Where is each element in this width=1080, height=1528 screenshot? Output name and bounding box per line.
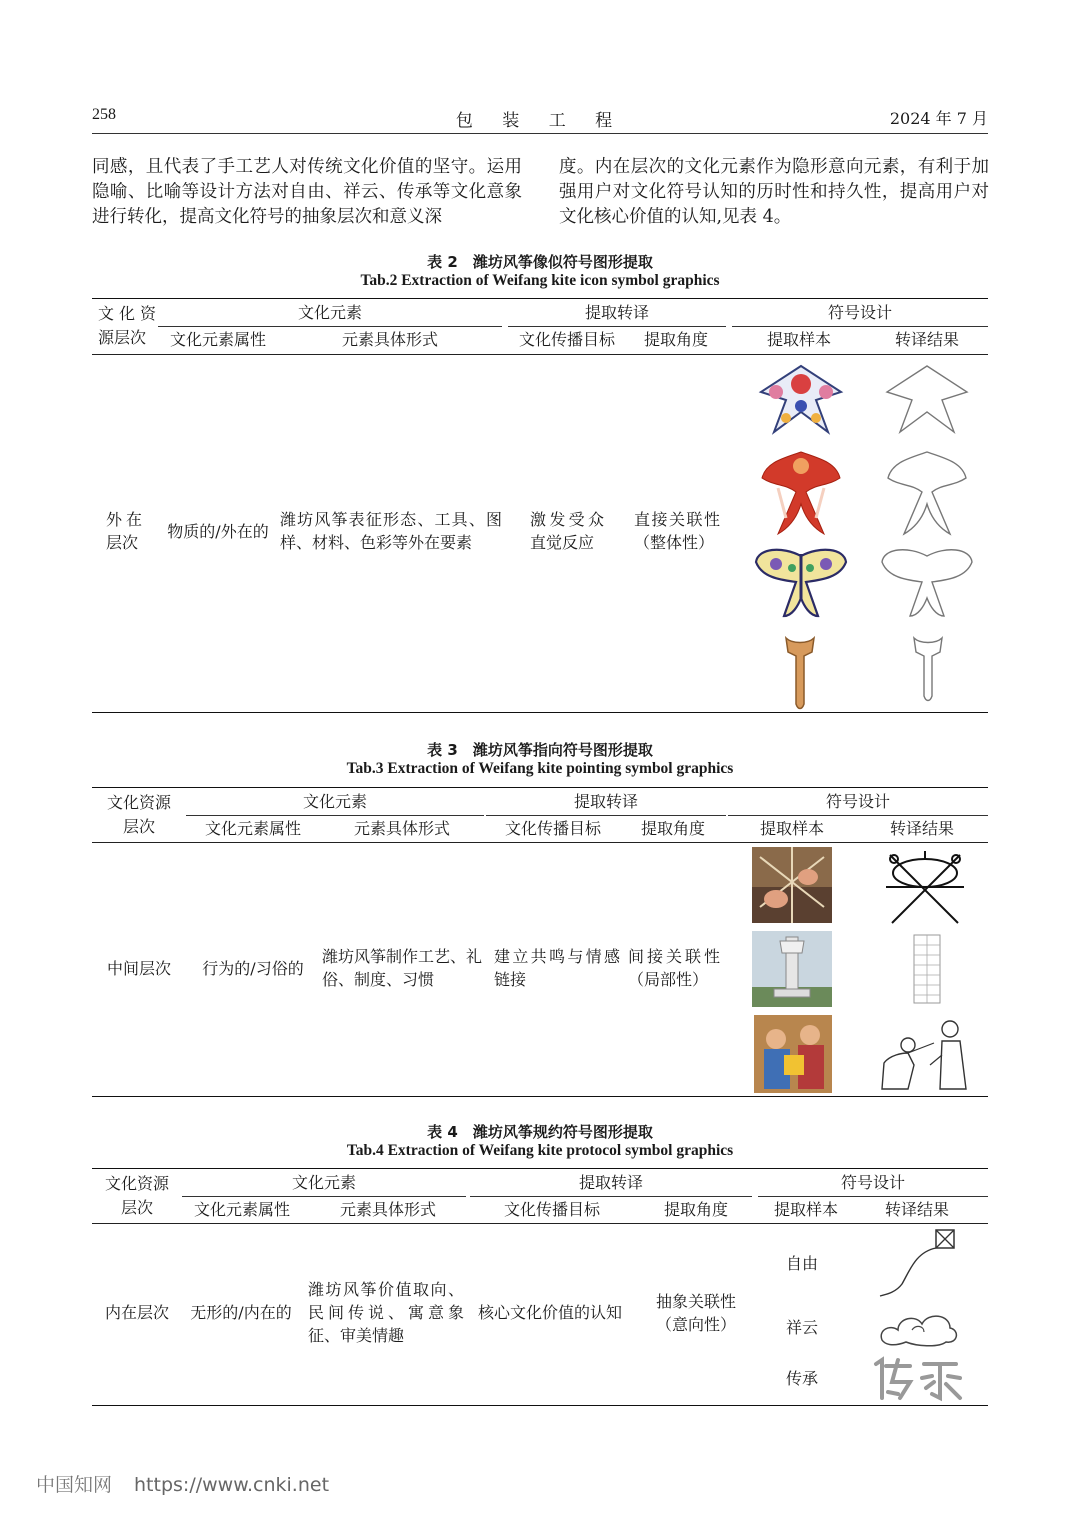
kite-festival-photo [754,1015,832,1093]
cnki-watermark [36,1470,329,1497]
table4-level-header: 文化资源层次 [104,1174,169,1217]
table4-sub-result: 转译结果 [884,1200,949,1219]
table4-caption [0,1121,1080,1160]
body-text-left: 同感，且代表了手工艺人对传统文化价值的坚守。运用隐喻、比喻等设计方法对自由、祥云、传承等文化意象进行转化，提高文化符号的抽象层次和意义深 [92,157,522,227]
table2-caption [0,251,1080,290]
table4-sub-sample: 提取样本 [773,1200,838,1219]
cnki-logo: 中国知网 [36,1474,113,1496]
table2-angle: 直接关联性（整体性） [634,510,720,552]
table2-bottom-rule [92,712,988,713]
table4-group-transfer: 提取转译 [578,1173,643,1192]
frame-structure-outline-icon [882,847,968,927]
table2 [92,298,988,716]
table4-sample-heritage: 传承 [785,1369,818,1388]
table2-group-design: 符号设计 [827,303,892,322]
table3-group-design: 符号设计 [825,792,890,811]
table3-group-culture: 文化元素 [302,792,367,811]
table3-caption-cn: 表 3 潍坊风筝指向符号图形提取 [427,741,653,759]
table3-sub-sample: 提取样本 [759,819,824,838]
table4-form: 潍坊风筝价值取向、民间传说、寓意象征、审美情趣 [308,1280,464,1345]
table3-sub-goal: 文化传播目标 [504,819,601,838]
table4-bottom-rule [92,1405,988,1406]
table4-sample-cloud: 祥云 [785,1318,818,1337]
table2-caption-en: Tab.2 Extraction of Weifang kite icon symbol graphics [360,272,720,289]
table3 [92,787,988,1099]
swallow-kite-sample-image [756,360,846,440]
table4-caption-cn: 表 4 潍坊风筝规约符号图形提取 [427,1123,653,1141]
table2-group-culture: 文化元素 [297,303,362,322]
table4-group-culture: 文化元素 [291,1173,356,1192]
table2-sub-sample: 提取样本 [766,330,831,349]
monument-outline-icon [906,931,948,1007]
table4-caption-en: Tab.4 Extraction of Weifang kite protocol symbol graphics [346,1142,734,1159]
table2-sub-result: 转译结果 [894,330,959,349]
kite-tool-outline-icon [908,634,948,704]
table2-form: 潍坊风筝表征形态、工具、图样、材料、色彩等外在要素 [280,510,502,552]
heritage-calligraphy-icon [870,1356,966,1402]
table3-sub-angle: 提取角度 [640,819,705,838]
table3-caption-en: Tab.3 Extraction of Weifang kite pointing symbol graphics [346,760,734,777]
table3-attribute: 行为的/习俗的 [202,959,304,978]
table3-bottom-rule [92,1096,988,1097]
people-flying-kite-outline-icon [878,1015,974,1093]
table3-level: 中间层次 [106,959,171,978]
table4-attribute: 无形的/内在的 [190,1303,292,1322]
table4-sub-attribute: 文化元素属性 [193,1200,290,1219]
page-number: 258 [92,106,116,123]
table3-group-transfer: 提取转译 [573,792,638,811]
table2-sub-angle: 提取角度 [643,330,708,349]
table3-form: 潍坊风筝制作工艺、礼俗、制度、习惯 [322,947,483,989]
table3-goal: 建立共鸣与情感链接 [494,947,620,989]
table2-caption-cn: 表 2 潍坊风筝像似符号图形提取 [427,253,653,271]
table4-sub-goal: 文化传播目标 [503,1200,600,1219]
table2-sub-attribute: 文化元素属性 [169,330,266,349]
table4-angle: 抽象关联性（意向性） [655,1292,736,1334]
table2-sub-goal: 文化传播目标 [518,330,615,349]
table2-group-transfer: 提取转译 [584,303,649,322]
header-rule [92,133,988,134]
table2-sub-form: 元素具体形式 [341,330,438,349]
table2-level-header: 文化资源层次 [98,304,156,347]
table3-sub-form: 元素具体形式 [353,819,450,838]
journal-name: 包 装 工 程 [455,111,625,131]
table2-attribute: 物质的/外在的 [167,522,269,541]
cnki-url[interactable]: https://www.cnki.net [134,1474,330,1496]
table4-group-design: 符号设计 [840,1173,905,1192]
table4-sample-freedom: 自由 [785,1254,818,1273]
table2-level: 外在层次 [106,510,142,552]
table3-angle: 间接关联性（局部性） [628,947,720,989]
table4 [92,1168,988,1408]
table2-top-rule [92,298,988,299]
issue-date: 2024 年 7 月 [889,109,988,128]
butterfly-kite-outline-icon [878,546,976,626]
kite-monument-photo [752,931,832,1007]
table3-sub-attribute: 文化元素属性 [204,819,301,838]
goldfish-kite-sample-image [756,448,846,540]
table4-sub-form: 元素具体形式 [339,1200,436,1219]
table3-level-header: 文化资源层次 [106,793,171,836]
table4-level: 内在层次 [104,1303,169,1322]
goldfish-kite-outline-icon [882,448,972,540]
kite-tool-sample-image [780,634,820,712]
table4-goal: 核心文化价值的认知 [477,1303,622,1322]
table4-sub-angle: 提取角度 [663,1200,728,1219]
swallow-kite-outline-icon [882,360,972,440]
table3-sub-result: 转译结果 [889,819,954,838]
flying-kite-freedom-icon [876,1226,962,1300]
body-text-right: 度。内在层次的文化元素作为隐形意向元素，有利于加强用户对文化符号认知的历时性和持久性，提高用户对文化核心价值的认知,见表 4。 [559,157,989,227]
auspicious-cloud-icon [876,1300,962,1352]
kite-making-photo [752,847,832,923]
butterfly-kite-sample-image [752,546,850,626]
page-header [92,106,988,131]
table3-caption [0,739,1080,778]
table2-goal: 激发受众直觉反应 [530,510,604,552]
